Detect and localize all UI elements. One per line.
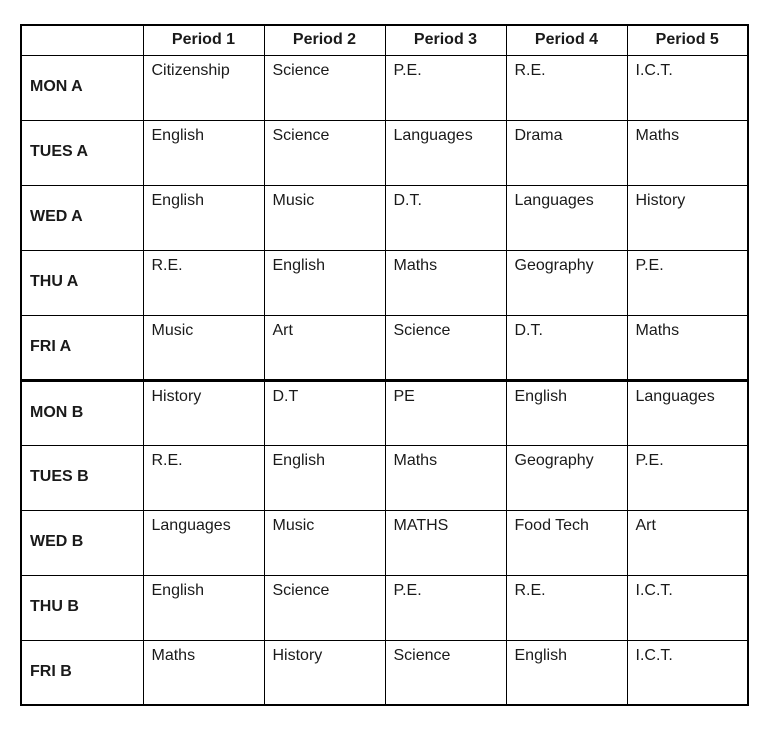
header-row xyxy=(21,25,748,55)
day-label-wed-b: WED B xyxy=(21,510,143,575)
subject-cell: English xyxy=(143,120,264,185)
subject-cell: History xyxy=(627,185,748,250)
subject-cell: D.T. xyxy=(385,185,506,250)
column-header-period-3: Period 3 xyxy=(385,25,506,55)
subject-cell: I.C.T. xyxy=(627,640,748,705)
table-row-mon-a xyxy=(21,55,748,120)
subject-cell: English xyxy=(143,185,264,250)
subject-cell: English xyxy=(143,575,264,640)
day-label-thu-a: THU A xyxy=(21,250,143,315)
subject-cell: English xyxy=(506,640,627,705)
table-row-thu-a xyxy=(21,250,748,315)
table-row-fri-a xyxy=(21,315,748,380)
subject-cell: Maths xyxy=(385,445,506,510)
subject-cell: English xyxy=(264,250,385,315)
subject-cell: R.E. xyxy=(143,445,264,510)
subject-cell: Science xyxy=(264,575,385,640)
subject-cell: Languages xyxy=(385,120,506,185)
subject-cell: Science xyxy=(385,315,506,380)
column-header-period-2: Period 2 xyxy=(264,25,385,55)
subject-cell: Languages xyxy=(627,380,748,445)
subject-cell: I.C.T. xyxy=(627,55,748,120)
subject-cell: Food Tech xyxy=(506,510,627,575)
subject-cell: Art xyxy=(627,510,748,575)
table-row-wed-b xyxy=(21,510,748,575)
corner-cell xyxy=(21,25,143,55)
subject-cell: History xyxy=(143,380,264,445)
column-header-period-4: Period 4 xyxy=(506,25,627,55)
subject-cell: Languages xyxy=(506,185,627,250)
day-label-mon-a: MON A xyxy=(21,55,143,120)
day-label-tues-a: TUES A xyxy=(21,120,143,185)
school-timetable xyxy=(20,24,749,706)
subject-cell: Music xyxy=(264,185,385,250)
subject-cell: Maths xyxy=(627,315,748,380)
subject-cell: P.E. xyxy=(385,575,506,640)
subject-cell: R.E. xyxy=(143,250,264,315)
day-label-wed-a: WED A xyxy=(21,185,143,250)
subject-cell: D.T xyxy=(264,380,385,445)
table-row-mon-b xyxy=(21,380,748,445)
column-header-period-1: Period 1 xyxy=(143,25,264,55)
subject-cell: English xyxy=(506,380,627,445)
subject-cell: Geography xyxy=(506,445,627,510)
subject-cell: Music xyxy=(264,510,385,575)
subject-cell: D.T. xyxy=(506,315,627,380)
subject-cell: Science xyxy=(264,120,385,185)
subject-cell: English xyxy=(264,445,385,510)
subject-cell: P.E. xyxy=(627,250,748,315)
subject-cell: R.E. xyxy=(506,55,627,120)
day-label-fri-a: FRI A xyxy=(21,315,143,380)
subject-cell: PE xyxy=(385,380,506,445)
subject-cell: History xyxy=(264,640,385,705)
subject-cell: Art xyxy=(264,315,385,380)
subject-cell: P.E. xyxy=(627,445,748,510)
column-header-period-5: Period 5 xyxy=(627,25,748,55)
subject-cell: I.C.T. xyxy=(627,575,748,640)
day-label-thu-b: THU B xyxy=(21,575,143,640)
subject-cell: P.E. xyxy=(385,55,506,120)
table-row-thu-b xyxy=(21,575,748,640)
subject-cell: Languages xyxy=(143,510,264,575)
subject-cell: MATHS xyxy=(385,510,506,575)
subject-cell: Maths xyxy=(385,250,506,315)
table-row-fri-b xyxy=(21,640,748,705)
table-row-wed-a xyxy=(21,185,748,250)
subject-cell: Maths xyxy=(143,640,264,705)
day-label-mon-b: MON B xyxy=(21,380,143,445)
subject-cell: Citizenship xyxy=(143,55,264,120)
subject-cell: Maths xyxy=(627,120,748,185)
subject-cell: Music xyxy=(143,315,264,380)
subject-cell: R.E. xyxy=(506,575,627,640)
subject-cell: Geography xyxy=(506,250,627,315)
subject-cell: Science xyxy=(385,640,506,705)
day-label-tues-b: TUES B xyxy=(21,445,143,510)
subject-cell: Science xyxy=(264,55,385,120)
table-row-tues-b xyxy=(21,445,748,510)
subject-cell: Drama xyxy=(506,120,627,185)
day-label-fri-b: FRI B xyxy=(21,640,143,705)
table-row-tues-a xyxy=(21,120,748,185)
